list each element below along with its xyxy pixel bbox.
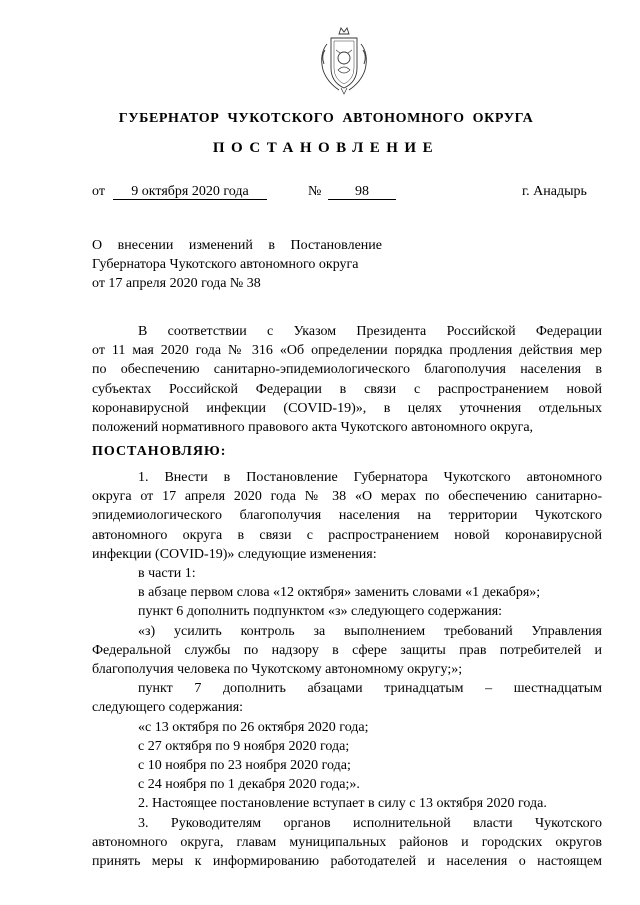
preamble-line: положений нормативного правового акта Чукотского автономного округа,: [92, 420, 534, 436]
body-line: 1. Внести в Постановление Губернатора Чукотского автономного: [138, 470, 602, 485]
body-line: пункт 7 дополнить абзацами тринадцатым – шестнадцатым: [138, 681, 602, 697]
document-type-heading: ПОСТАНОВЛЕНИЕ: [212, 140, 440, 156]
body-line: 3. Руководителям органов исполнительной власти Чукотского: [138, 815, 602, 831]
subject-line: О внесении изменений в Постановление: [92, 238, 382, 253]
body-line: в абзаце первом слова «12 октября» заменить словами «1 декабря»;: [138, 585, 541, 601]
body-line: пункт 6 дополнить подпунктом «з» следующего содержания:: [138, 604, 503, 620]
date-label: от: [92, 184, 105, 199]
body-line: автономного округа в связи с распространением новой коронавирусной: [92, 527, 602, 543]
preamble-line: субъектах Российской Федерации в связи с распространением новой: [92, 381, 602, 397]
preamble-line: коронавирусной инфекции (COVID-19)», в целях уточнения отдельных: [92, 400, 602, 416]
body-line: следующего содержания:: [92, 700, 244, 716]
body-line: «с 13 октября по 26 октября 2020 года;: [138, 719, 369, 735]
subject-line: от 17 апреля 2020 года № 38: [92, 276, 261, 291]
body-line: с 10 ноября по 23 ноября 2020 года;: [138, 758, 351, 774]
date-field: [113, 184, 267, 200]
body-line: 2. Настоящее постановление вступает в силу с 13 октября 2020 года.: [138, 796, 547, 812]
document-subject: [92, 236, 382, 293]
preamble-line: по обеспечению санитарно-эпидемиологического благополучия населения в: [92, 362, 602, 378]
coat-of-arms-emblem: [309, 22, 379, 98]
body-line: инфекции (COVID-19)» следующие изменения:: [92, 546, 377, 562]
body-line: эпидемиологического благополучия населения на территории Чукотского: [92, 508, 602, 524]
governor-heading: ГУБЕРНАТОР ЧУКОТСКОГО АВТОНОМНОГО ОКРУГА: [118, 111, 534, 126]
body-line: «з) усилить контроль за выполнением требований Управления: [138, 623, 602, 639]
body-line: в части 1:: [138, 566, 196, 582]
date-value: 9 октября 2020 года: [113, 184, 267, 200]
number-value: 98: [328, 184, 396, 200]
decree-heading: ПОСТАНОВЛЯЮ:: [92, 444, 227, 459]
body-line: округа от 17 апреля 2020 года № 38 «О мерах по обеспечению санитарно-: [92, 489, 602, 505]
subject-line: Губернатора Чукотского автономного округа: [92, 257, 359, 272]
number-label: №: [308, 184, 322, 199]
preamble-line: В соответствии с Указом Президента Российской Федерации: [138, 324, 602, 339]
city-name: г. Анадырь: [522, 184, 587, 199]
body-line: благополучия человека по Чукотскому автономному округу;»;: [92, 662, 463, 678]
preamble-paragraph: [92, 322, 602, 437]
body-line: принять меры к информированию работодателей и населения о настоящем: [92, 854, 602, 870]
number-field: [328, 184, 396, 200]
preamble-line: от 11 мая 2020 года № 316 «Об определении порядка продления действия мер: [92, 343, 602, 359]
decree-body: [92, 468, 602, 871]
body-line: Федеральной службы по надзору в сфере защиты прав потребителей и: [92, 642, 602, 658]
body-line: с 24 ноября по 1 декабря 2020 года;».: [138, 777, 360, 793]
body-line: автономного округа, главам муниципальных районов и городских округов: [92, 834, 602, 850]
body-line: с 27 октября по 9 ноября 2020 года;: [138, 738, 350, 754]
